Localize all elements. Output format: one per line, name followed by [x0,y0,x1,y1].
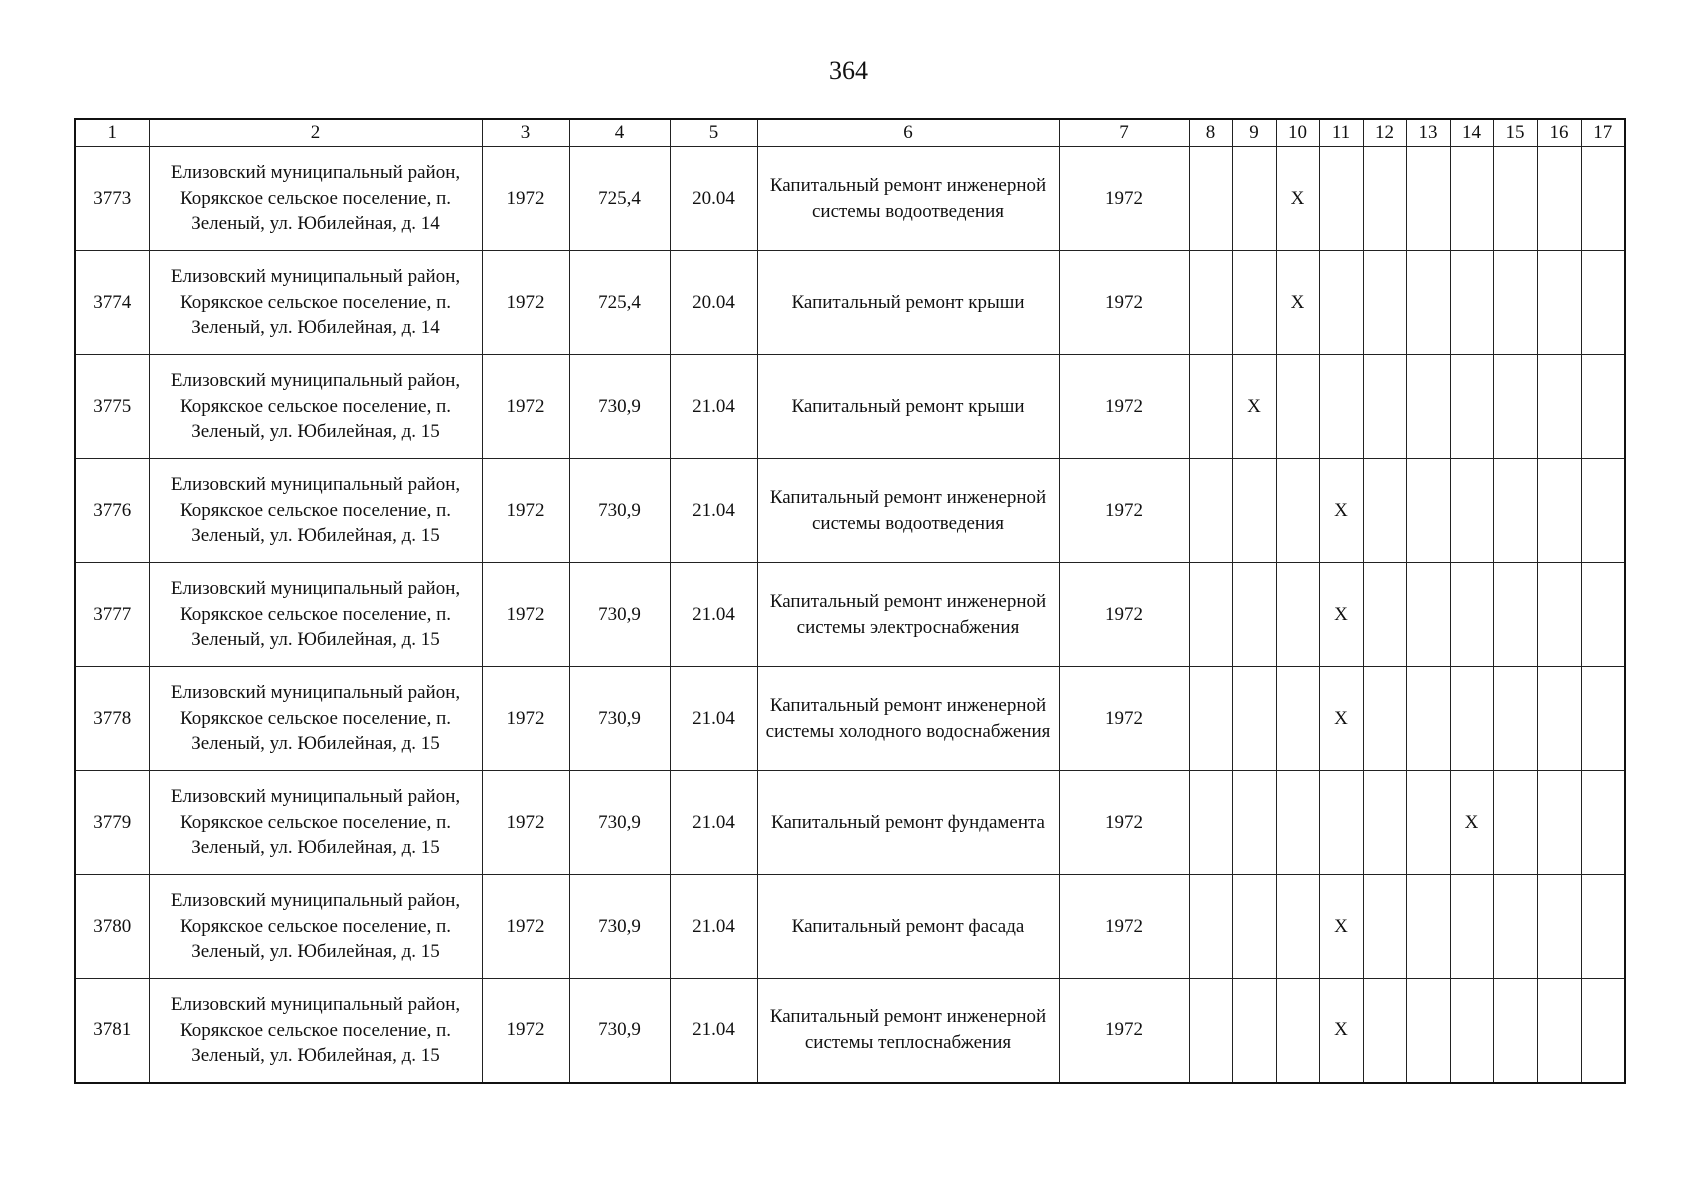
area-cell: 730,9 [569,771,670,875]
period-mark-cell [1276,771,1319,875]
period-mark-cell [1581,875,1625,979]
column-number-header: 6 [757,119,1059,147]
period-mark-cell [1537,251,1581,355]
period-mark-cell [1406,355,1450,459]
period-mark-cell [1406,667,1450,771]
column-number-header: 15 [1493,119,1537,147]
period-mark-cell [1276,563,1319,667]
period-mark-cell: X [1232,355,1276,459]
period-mark-cell [1406,563,1450,667]
address-cell: Елизовский муниципальный район, Корякское сельское поселение, п. Зеленый, ул. Юбилейная, д. 15 [149,875,482,979]
work-type-cell: Капитальный ремонт инженерной системы холодного водоснабжения [757,667,1059,771]
period-mark-cell: X [1319,459,1363,563]
address-cell: Елизовский муниципальный район, Корякское сельское поселение, п. Зеленый, ул. Юбилейная, д. 15 [149,355,482,459]
period-mark-cell [1581,563,1625,667]
work-year-cell: 1972 [1059,667,1189,771]
period-mark-cell [1363,459,1406,563]
work-type-cell: Капитальный ремонт крыши [757,251,1059,355]
period-mark-cell [1319,355,1363,459]
period-mark-cell [1537,667,1581,771]
period-mark-cell [1363,771,1406,875]
period-mark-cell [1450,875,1493,979]
period-mark-cell: X [1276,251,1319,355]
address-cell: Елизовский муниципальный район, Корякское сельское поселение, п. Зеленый, ул. Юбилейная, д. 14 [149,251,482,355]
period-mark-cell [1581,355,1625,459]
code-cell: 21.04 [670,771,757,875]
row-number-cell: 3774 [75,251,149,355]
table-row [75,459,1625,563]
period-mark-cell [1276,459,1319,563]
period-mark-cell [1232,147,1276,251]
column-number-header: 4 [569,119,670,147]
period-mark-cell [1493,771,1537,875]
column-number-header: 3 [482,119,569,147]
code-cell: 21.04 [670,459,757,563]
period-mark-cell [1493,667,1537,771]
period-mark-cell [1232,979,1276,1083]
build-year-cell: 1972 [482,771,569,875]
period-mark-cell [1189,251,1232,355]
work-type-cell: Капитальный ремонт инженерной системы теплоснабжения [757,979,1059,1083]
row-number-cell: 3775 [75,355,149,459]
period-mark-cell: X [1276,147,1319,251]
capital-repair-table [74,118,1626,1084]
build-year-cell: 1972 [482,979,569,1083]
address-cell: Елизовский муниципальный район, Корякское сельское поселение, п. Зеленый, ул. Юбилейная, д. 15 [149,667,482,771]
period-mark-cell [1537,979,1581,1083]
table-body [75,147,1625,1083]
area-cell: 730,9 [569,667,670,771]
period-mark-cell [1493,147,1537,251]
area-cell: 730,9 [569,875,670,979]
build-year-cell: 1972 [482,667,569,771]
page-number: 364 [829,56,868,85]
period-mark-cell [1276,355,1319,459]
table-row [75,667,1625,771]
period-mark-cell [1493,251,1537,355]
period-mark-cell [1363,667,1406,771]
period-mark-cell [1189,771,1232,875]
code-cell: 20.04 [670,251,757,355]
table-row [75,563,1625,667]
address-cell: Елизовский муниципальный район, Корякское сельское поселение, п. Зеленый, ул. Юбилейная, д. 15 [149,563,482,667]
period-mark-cell [1319,771,1363,875]
period-mark-cell [1581,771,1625,875]
work-year-cell: 1972 [1059,251,1189,355]
column-number-header: 17 [1581,119,1625,147]
period-mark-cell [1363,563,1406,667]
period-mark-cell [1450,563,1493,667]
period-mark-cell [1406,979,1450,1083]
period-mark-cell [1189,979,1232,1083]
period-mark-cell [1276,667,1319,771]
period-mark-cell [1581,459,1625,563]
code-cell: 21.04 [670,875,757,979]
period-mark-cell [1450,459,1493,563]
period-mark-cell [1450,667,1493,771]
work-type-cell: Капитальный ремонт инженерной системы водоотведения [757,147,1059,251]
column-number-header: 7 [1059,119,1189,147]
row-number-cell: 3776 [75,459,149,563]
period-mark-cell [1581,251,1625,355]
column-number-header: 11 [1319,119,1363,147]
area-cell: 730,9 [569,563,670,667]
address-cell: Елизовский муниципальный район, Корякское сельское поселение, п. Зеленый, ул. Юбилейная, д. 15 [149,459,482,563]
period-mark-cell [1363,875,1406,979]
period-mark-cell [1581,147,1625,251]
area-cell: 730,9 [569,355,670,459]
column-number-header: 12 [1363,119,1406,147]
work-type-cell: Капитальный ремонт инженерной системы электроснабжения [757,563,1059,667]
period-mark-cell [1450,355,1493,459]
code-cell: 21.04 [670,563,757,667]
work-type-cell: Капитальный ремонт фасада [757,875,1059,979]
period-mark-cell [1276,875,1319,979]
period-mark-cell [1189,355,1232,459]
table-row [75,771,1625,875]
build-year-cell: 1972 [482,875,569,979]
period-mark-cell [1276,979,1319,1083]
period-mark-cell [1189,459,1232,563]
area-cell: 730,9 [569,979,670,1083]
work-year-cell: 1972 [1059,459,1189,563]
table-row [75,875,1625,979]
period-mark-cell [1232,563,1276,667]
area-cell: 730,9 [569,459,670,563]
period-mark-cell: X [1450,771,1493,875]
work-year-cell: 1972 [1059,147,1189,251]
row-number-cell: 3777 [75,563,149,667]
period-mark-cell [1537,563,1581,667]
period-mark-cell [1581,667,1625,771]
column-number-row [75,119,1625,147]
period-mark-cell [1450,979,1493,1083]
code-cell: 21.04 [670,979,757,1083]
work-year-cell: 1972 [1059,355,1189,459]
work-type-cell: Капитальный ремонт фундамента [757,771,1059,875]
period-mark-cell [1319,147,1363,251]
period-mark-cell [1363,147,1406,251]
period-mark-cell [1232,667,1276,771]
period-mark-cell [1319,251,1363,355]
period-mark-cell: X [1319,563,1363,667]
period-mark-cell [1232,459,1276,563]
period-mark-cell [1537,459,1581,563]
period-mark-cell [1537,875,1581,979]
column-number-header: 10 [1276,119,1319,147]
table-row [75,251,1625,355]
area-cell: 725,4 [569,251,670,355]
column-number-header: 2 [149,119,482,147]
column-number-header: 14 [1450,119,1493,147]
row-number-cell: 3781 [75,979,149,1083]
period-mark-cell [1581,979,1625,1083]
work-type-cell: Капитальный ремонт крыши [757,355,1059,459]
build-year-cell: 1972 [482,355,569,459]
build-year-cell: 1972 [482,251,569,355]
period-mark-cell [1232,251,1276,355]
period-mark-cell: X [1319,979,1363,1083]
table-row [75,979,1625,1083]
row-number-cell: 3778 [75,667,149,771]
period-mark-cell [1537,355,1581,459]
period-mark-cell [1232,771,1276,875]
build-year-cell: 1972 [482,459,569,563]
period-mark-cell [1537,147,1581,251]
code-cell: 20.04 [670,147,757,251]
row-number-cell: 3780 [75,875,149,979]
work-type-cell: Капитальный ремонт инженерной системы водоотведения [757,459,1059,563]
row-number-cell: 3773 [75,147,149,251]
period-mark-cell [1406,251,1450,355]
period-mark-cell [1450,147,1493,251]
work-year-cell: 1972 [1059,771,1189,875]
period-mark-cell [1232,875,1276,979]
table-row [75,355,1625,459]
build-year-cell: 1972 [482,147,569,251]
period-mark-cell [1493,563,1537,667]
period-mark-cell [1189,875,1232,979]
column-number-header: 1 [75,119,149,147]
column-number-header: 16 [1537,119,1581,147]
period-mark-cell [1493,459,1537,563]
work-year-cell: 1972 [1059,979,1189,1083]
period-mark-cell [1189,563,1232,667]
period-mark-cell [1189,667,1232,771]
period-mark-cell [1189,147,1232,251]
area-cell: 725,4 [569,147,670,251]
period-mark-cell [1406,875,1450,979]
period-mark-cell [1537,771,1581,875]
column-number-header: 13 [1406,119,1450,147]
period-mark-cell [1450,251,1493,355]
period-mark-cell [1406,147,1450,251]
period-mark-cell [1363,355,1406,459]
column-number-header: 9 [1232,119,1276,147]
code-cell: 21.04 [670,667,757,771]
address-cell: Елизовский муниципальный район, Корякское сельское поселение, п. Зеленый, ул. Юбилейная, д. 14 [149,147,482,251]
period-mark-cell [1406,459,1450,563]
build-year-cell: 1972 [482,563,569,667]
row-number-cell: 3779 [75,771,149,875]
table-row [75,147,1625,251]
address-cell: Елизовский муниципальный район, Корякское сельское поселение, п. Зеленый, ул. Юбилейная, д. 15 [149,979,482,1083]
work-year-cell: 1972 [1059,563,1189,667]
column-number-header: 8 [1189,119,1232,147]
period-mark-cell [1493,875,1537,979]
period-mark-cell [1363,251,1406,355]
work-year-cell: 1972 [1059,875,1189,979]
period-mark-cell [1406,771,1450,875]
period-mark-cell [1493,979,1537,1083]
column-number-header: 5 [670,119,757,147]
address-cell: Елизовский муниципальный район, Корякское сельское поселение, п. Зеленый, ул. Юбилейная, д. 15 [149,771,482,875]
period-mark-cell: X [1319,875,1363,979]
period-mark-cell [1493,355,1537,459]
period-mark-cell: X [1319,667,1363,771]
code-cell: 21.04 [670,355,757,459]
period-mark-cell [1363,979,1406,1083]
